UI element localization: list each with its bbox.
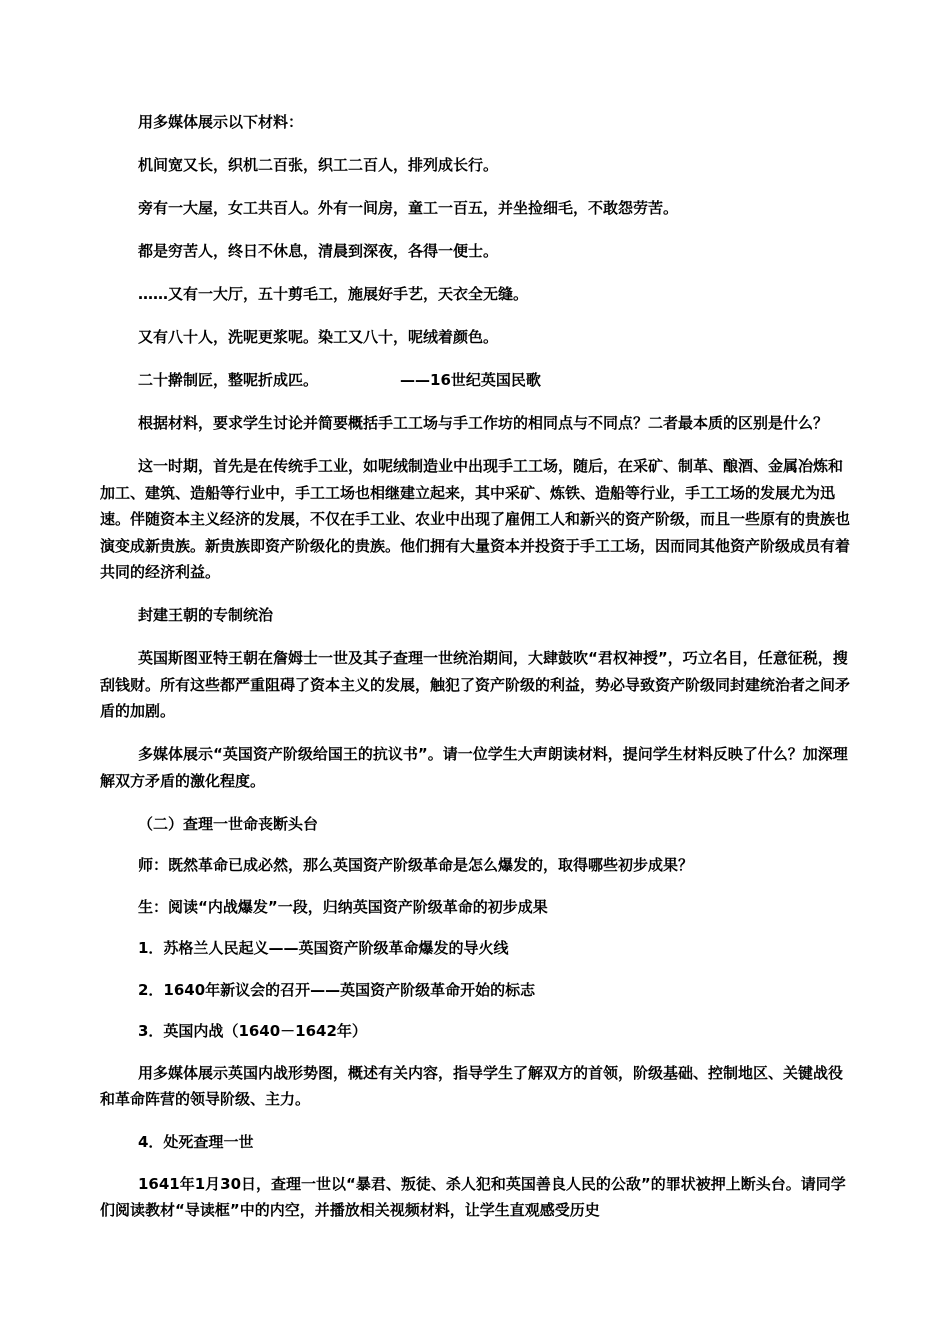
paragraph-protest: 多媒体展示“英国资产阶级给国王的抗议书”。请一位学生大声朗读材料，提问学生材料反映了什么？加深理解双方矛盾的激化程度。 [100, 745, 848, 790]
paragraph-civil-war-map: 用多媒体展示英国内战形势图，概述有关内容，指导学生了解双方的首领，阶级基础、控制地区、关键战役和革命阵营的领导阶级、主力。 [100, 1063, 844, 1108]
heading-charles-executed: （二）查理一世命丧断头台 [138, 814, 319, 833]
song-source: ——16世纪英国民歌 [400, 371, 541, 389]
heading-feudal-rule: 封建王朝的专制统治 [138, 606, 274, 624]
list-item-2: 2．1640年新议会的召开——英国资产阶级革命开始的标志 [138, 980, 536, 999]
paragraph-intro: 用多媒体展示以下材料： [138, 113, 304, 131]
list-item-4: 4．处死查理一世 [138, 1133, 254, 1151]
paragraph-stuart: 英国斯图亚特王朝在詹姆士一世及其子查理一世统治期间，大肆鼓吹“君权神授”，巧立名目，任意征税，搜刮钱财。所有这些都严重阻碍了资本主义的发展，触犯了资产阶级的利益，势必导致资产阶级同封建统治者之间矛盾的加剧。 [100, 649, 851, 720]
song-line-4: ……又有一大厅，五十剪毛工，施展好手艺，天衣全无缝。 [138, 285, 529, 303]
paragraph-execution: 1641年1月30日，查理一世以“暴君、叛徒、杀人犯和英国善良人民的公敌”的罪状被押上断头台。请同学们阅读教材“导读框”中的内空，并播放相关视频材料，让学生直观感受历史 [100, 1174, 846, 1219]
paragraph-teacher: 师：既然革命已成必然，那么英国资产阶级革命是怎么爆发的，取得哪些初步成果？ [138, 856, 694, 874]
song-line-5: 又有八十人，洗呢更浆呢。染工又八十，呢绒着颜色。 [138, 328, 499, 346]
song-line-3: 都是穷苦人，终日不休息，清晨到深夜，各得一便士。 [138, 242, 499, 260]
song-last-line: 二十擀制匠，整呢折成匹。 [138, 371, 319, 389]
paragraph-manufacture: 这一时期，首先是在传统手工业，如呢绒制造业中出现手工工场，随后，在采矿、制革、酿酒、金属冶炼和加工、建筑、造船等行业中，手工工场也相继建立起来，其中采矿、炼铁、造船等行业，手工工场的发展尤为迅速。伴随资本主义经济的发展，不仅在手工业、农业中出现了雇佣工人和新兴的资产阶级，而且一些原有的贵族也演变成新贵族。新贵族即资产阶级化的贵族。他们拥有大量资本并投资于手工工场，因而同其他资产阶级成员有着共同的经济利益。 [100, 457, 851, 581]
paragraph-student: 生：阅读“内战爆发”一段，归纳英国资产阶级革命的初步成果 [138, 897, 548, 916]
document-body [100, 109, 850, 1240]
song-line-1: 机间宽又长，织机二百张，织工二百人，排列成长行。 [138, 156, 499, 174]
list-item-1: 1．苏格兰人民起义——英国资产阶级革命爆发的导火线 [138, 939, 509, 957]
paragraph-discussion: 根据材料，要求学生讨论并简要概括手工工场与手工作坊的相同点与不同点？二者最本质的区别是什么？ [138, 414, 829, 432]
list-item-3: 3．英国内战（1640－1642年） [138, 1022, 367, 1040]
song-line-6 [100, 367, 850, 394]
song-line-2: 旁有一大屋，女工共百人。外有一间房，童工一百五，并坐捡细毛，不敢怨劳苦。 [138, 199, 679, 217]
